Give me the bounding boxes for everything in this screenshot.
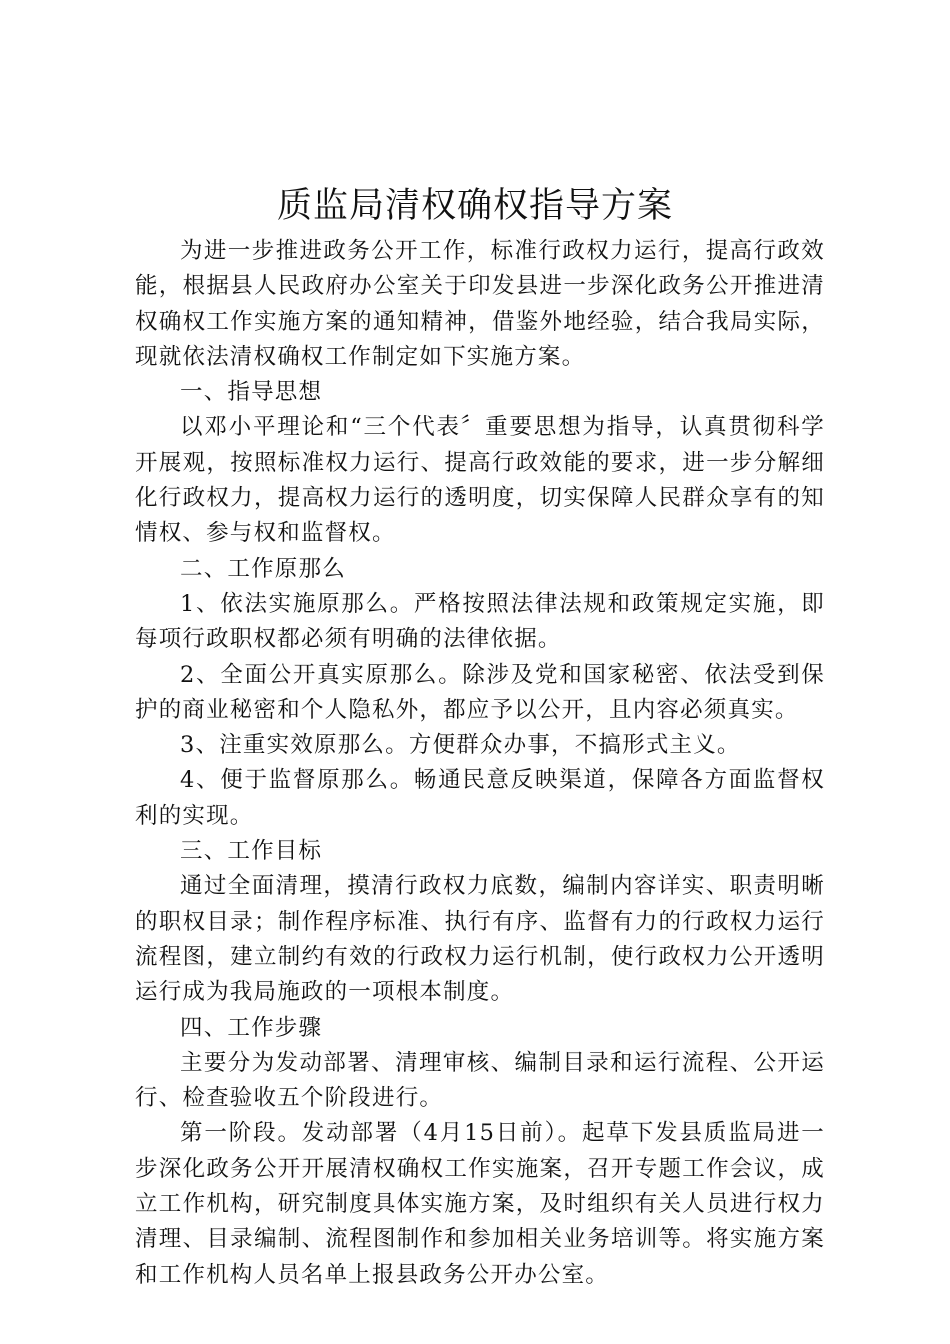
paragraph-principle-2: 2、全面公开真实原那么。除涉及党和国家秘密、依法受到保护的商业秘密和个人隐私外，都应予以公开，且内容必须真实。 — [135, 661, 825, 723]
section-heading-work-principles: 二、工作原那么 — [180, 555, 346, 582]
paragraph-principle-3: 3、注重实效原那么。方便群众办事，不搞形式主义。 — [180, 732, 741, 759]
paragraph-intro: 为进一步推进政务公开工作，标准行政权力运行，提高行政效能，根据县人民政府办公室关于印发县进一步深化政务公开推进清权确权工作实施方案的通知精神，借鉴外地经验，结合我局实际，现就依法清权确权工作制定如下实施方案。 — [135, 238, 825, 370]
section-heading-work-goals: 三、工作目标 — [180, 838, 323, 865]
paragraph-principle-4: 4、便于监督原那么。畅通民意反映渠道，保障各方面监督权利的实现。 — [135, 767, 825, 829]
paragraph-work-goals: 通过全面清理，摸清行政权力底数，编制内容详实、职责明晰的职权目录；制作程序标准、执行有序、监督有力的行政权力运行流程图，建立制约有效的行政权力运行机制，使行政权力公开透明运行成为我局施政的一项根本制度。 — [135, 873, 825, 1006]
paragraph-work-steps: 主要分为发动部署、清理审核、编制目录和运行流程、公开运行、检查验收五个阶段进行。 — [135, 1049, 825, 1112]
paragraph-principle-1: 1、依法实施原那么。严格按照法律法规和政策规定实施，即每项行政职权都必须有明确的法律依据。 — [135, 590, 825, 653]
paragraph-stage-1: 第一阶段。发动部署（4月15日前）。起草下发县质监局进一步深化政务公开开展清权确权工作实施案，召开专题工作会议，成立工作机构，研究制度具体实施方案，及时组织有关人员进行权力清理、目录编制、流程图制作和参加相关业务培训等。将实施方案和工作机构人员名单上报县政务公开办公室。 — [135, 1120, 825, 1288]
section-heading-work-steps: 四、工作步骤 — [180, 1014, 323, 1041]
document-body — [135, 234, 825, 1293]
paragraph-guiding-ideology: 以邓小平理论和“三个代表〞重要思想为指导，认真贯彻科学开展观，按照标准权力运行、提高行政效能的要求，进一步分解细化行政权力，提高权力运行的透明度，切实保障人民群众享有的知情权、参与权和监督权。 — [135, 414, 825, 547]
document-title: 质监局清权确权指导方案 — [276, 186, 673, 226]
section-heading-guiding-ideology: 一、指导思想 — [180, 379, 323, 406]
